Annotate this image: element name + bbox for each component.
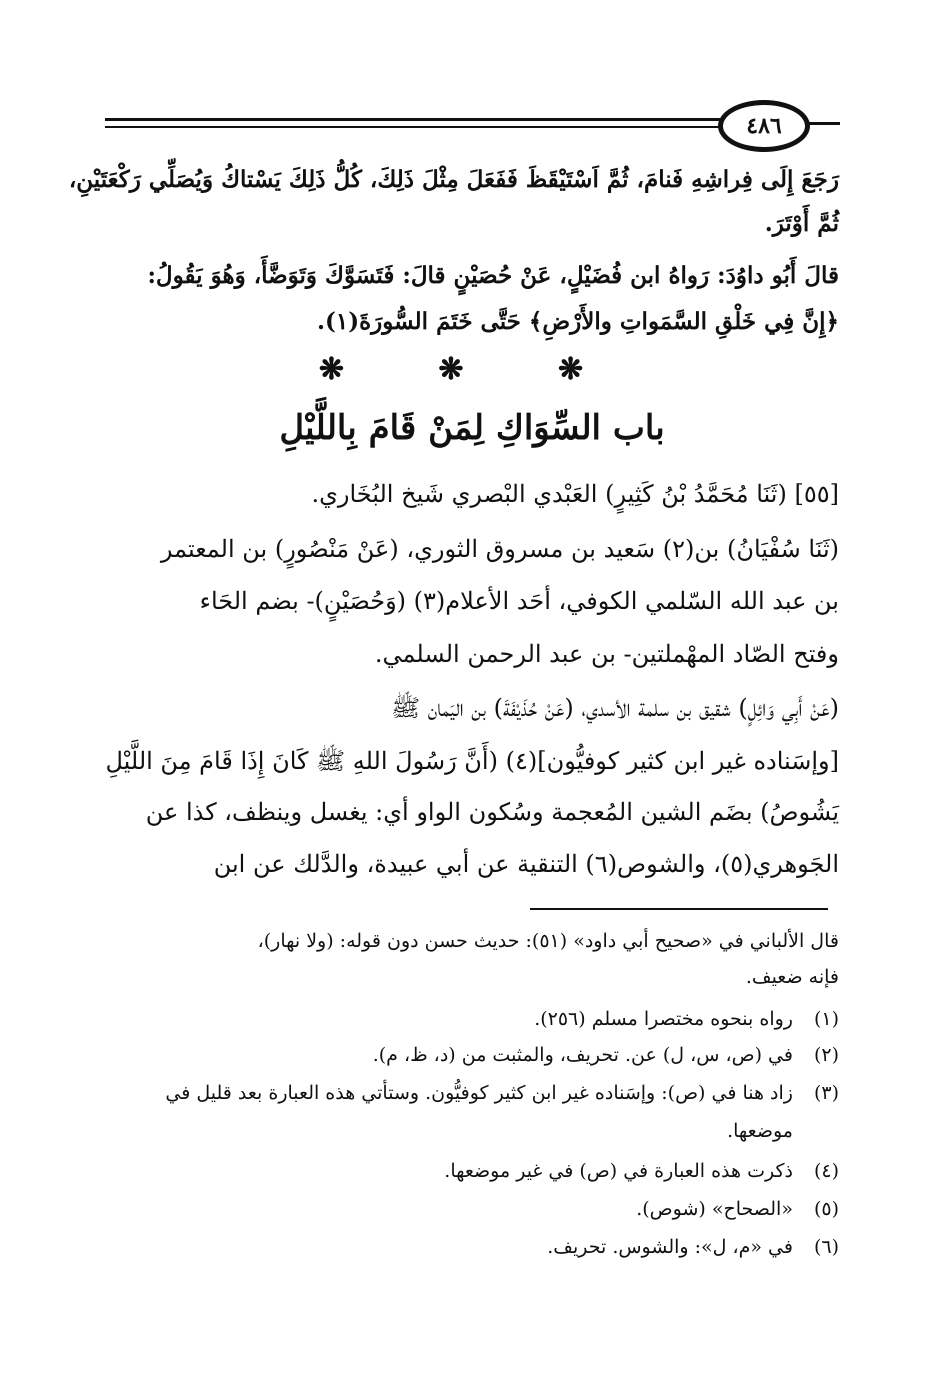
footnote-6: [104, 1236, 839, 1258]
hadith-line-2: ثُمَّ أَوْتَرَ.: [764, 210, 839, 237]
footnote-number: (٢): [813, 1044, 839, 1066]
hadith-line-1: رَجَعَ إِلَى فِراشِهِ فَنامَ، ثُمَّ اَسْتَيْقَظَ فَفَعَلَ مِثْلَ ذَلِكَ، كُلُّ ذَلِكَ يَسْتاكُ وَيُصَلِّي رَكْعَتَيْنِ،: [68, 166, 839, 193]
footnote-text: في (ص، س، ل) عن. تحريف، والمثبت من (د، ظ، م).: [372, 1044, 793, 1066]
commentary-line-4: وفتح الصّاد المهْملتين- بن عبد الرحمن السلمي.: [374, 640, 839, 668]
footnote-text: «الصحاح» (شوص).: [636, 1198, 793, 1220]
header-rule-top: [105, 118, 725, 121]
header-rule-right: [805, 122, 840, 125]
footnote-intro-line-2: فإنه ضعيف.: [745, 966, 839, 988]
footnote-2: [104, 1044, 839, 1066]
footnote-divider: [530, 908, 828, 910]
commentary-line-2: (ثَنَا سُفْيَانُ) بن(٢) سَعيد بن مسروق الثوري، (عَنْ مَنْصُورٍ) بن المعتمر: [160, 535, 839, 563]
commentary-line-7: يَشُوصُ) بضَم الشين المُعجمة وسُكون الواو أي: يغسل وينظف، كذا عن: [145, 798, 839, 826]
footnote-text: رواه بنحوه مختصرا مسلم (٢٥٦).: [534, 1008, 793, 1030]
footnote-4: [104, 1160, 839, 1182]
footnote-text: ذكرت هذه العبارة في (ص) في غير موضعها.: [444, 1160, 793, 1182]
chapter-title: باب السِّوَاكِ لِمَنْ قَامَ بِاللَّيْلِ: [279, 408, 665, 448]
footnote-3: [104, 1082, 839, 1104]
hadith-line-3: قالَ أَبُو داوُدَ: رَواهُ ابن فُضَيْلٍ، عَنْ حُصَيْنٍ قالَ: فَتَسَوَّكَ وَتَوَضَّأَ، وَهُوَ يَقُولُ:: [147, 262, 839, 289]
header-rule-bottom: [105, 126, 725, 128]
footnote-text: في «م، ل»: والشوس. تحريف.: [547, 1236, 793, 1258]
footnote-number: (١): [813, 1008, 839, 1030]
section-separator: ❋ ❋ ❋: [318, 352, 626, 387]
commentary-line-3: بن عبد الله السّلمي الكوفي، أحَد الأعلام(٣) (وَحُصَيْنٍ)- بضم الحَاء: [199, 587, 839, 615]
commentary-line-1: [٥٥] (ثَنَا مُحَمَّدُ بْنُ كَثِيرٍ) العَبْدي البْصري شَيخ البُخَاري.: [311, 480, 839, 508]
footnote-text: زاد هنا في (ص): وإسَناده غير ابن كثير كوفيُّون. وستأتي هذه العبارة بعد قليل في: [165, 1082, 793, 1104]
footnote-number: (٤): [813, 1160, 839, 1182]
page-number: ٤٨٦: [718, 100, 810, 152]
footnote-number: (٣): [813, 1082, 839, 1104]
hadith-line-4: ﴿إِنَّ فِي خَلْقِ السَّمَواتِ والأَرْضِ﴾ حَتَّى خَتَمَ السُّورَةَ(١).: [316, 308, 839, 335]
commentary-line-5: (عَنْ أَبِي وَائِلٍ) شقيق بن سلمة الأسدي، (عَنْ حُذَيْفَةَ) بن اليَمان ﷺ: [391, 694, 839, 722]
footnote-5: [104, 1198, 839, 1220]
commentary-line-8: الجَوهري(٥)، والشوص(٦) التنقية عن أبي عبيدة، والدَّلك عن ابن: [213, 850, 839, 878]
footnote-number: (٦): [813, 1236, 839, 1258]
footnote-1: [104, 1008, 839, 1030]
footnote-number: (٥): [813, 1198, 839, 1220]
footnote-3-continued: [104, 1120, 839, 1142]
commentary-line-6: [وإسَناده غير ابن كثير كوفيُّون](٤) (أَنَّ رَسُولَ اللهِ ﷺ كَانَ إِذَا قَامَ مِنَ اللَّيْلِ: [105, 747, 839, 775]
footnote-intro-line-1: قال الألباني في «صحيح أبي داود» (٥١): حديث حسن دون قوله: (ولا نهار)،: [257, 930, 839, 952]
footnote-text: موضعها.: [727, 1120, 793, 1142]
